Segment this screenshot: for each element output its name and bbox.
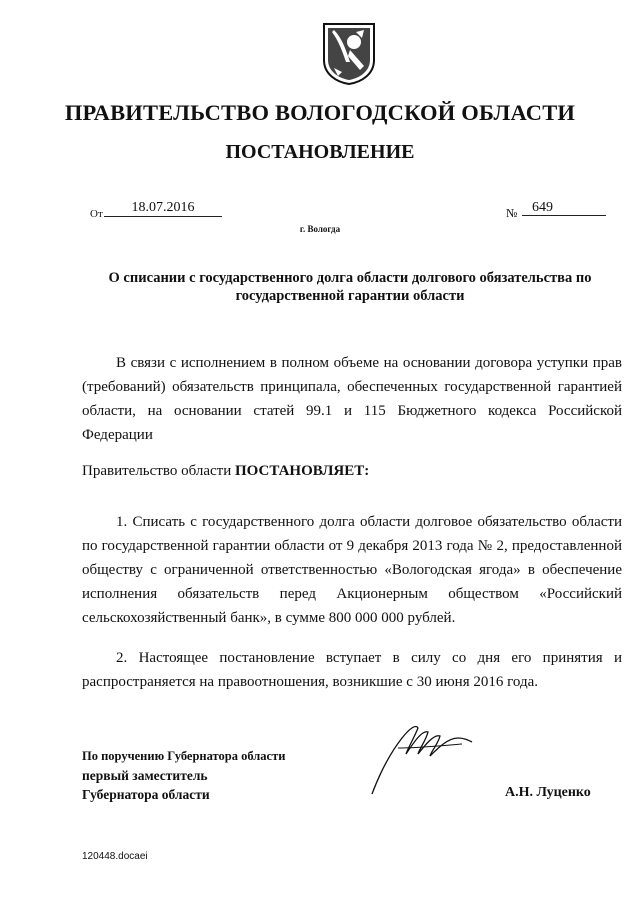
coat-of-arms-emblem: [320, 20, 378, 86]
intro-paragraph: В связи с исполнением в полном объеме на основании договора уступки прав (требований) обязательств принципала, обеспеченных государственной гарантией области, на основании статей 99.1 и 115 Бюджетного кодекса Российской Федерации: [82, 355, 622, 443]
decree-item-1: 1. Списать с государственного долга области долговое обязательство области по государственной гарантии области от 9 декабря 2013 года № 2, предоставленной обществу с ограниченной ответственностью «Вологодская ягода» в обеспечение исполнения обязательств перед Акционерным обществом «Российский сельскохозяйственный банк», в сумме 800 000 000 рублей.: [82, 514, 622, 626]
city: г. Вологда: [299, 224, 341, 234]
signatory-line-3: Губернатора области: [82, 787, 210, 802]
file-reference: 120448.docaei: [82, 851, 148, 862]
document-subject: О списании с государственного долга области долгового обязательства по государственной гарантии области: [108, 270, 592, 304]
signatory-line-2: первый заместитель: [82, 768, 208, 783]
number-label: №: [506, 206, 518, 220]
signer-name: А.Н. Луценко: [505, 785, 591, 800]
document-type: ПОСТАНОВЛЕНИЕ: [225, 141, 415, 163]
handwritten-signature: [358, 708, 478, 798]
decree-prefix: Правительство области: [82, 463, 232, 479]
signatory-line-1: По поручению Губернатора области: [82, 749, 286, 763]
signatory-position: [82, 747, 285, 804]
decree-item-2: 2. Настоящее постановление вступает в силу со дня его принятия и распространяется на правоотношения, возникшие с 30 июня 2016 года.: [82, 650, 622, 690]
document-number: 649: [522, 200, 606, 216]
decree-line: [82, 459, 369, 483]
government-title: ПРАВИТЕЛЬСТВО ВОЛОГОДСКОЙ ОБЛАСТИ: [64, 100, 576, 125]
document-date: 18.07.2016: [104, 200, 222, 217]
date-label: От: [90, 208, 103, 220]
decree-word: ПОСТАНОВЛЯЕТ:: [234, 463, 370, 479]
